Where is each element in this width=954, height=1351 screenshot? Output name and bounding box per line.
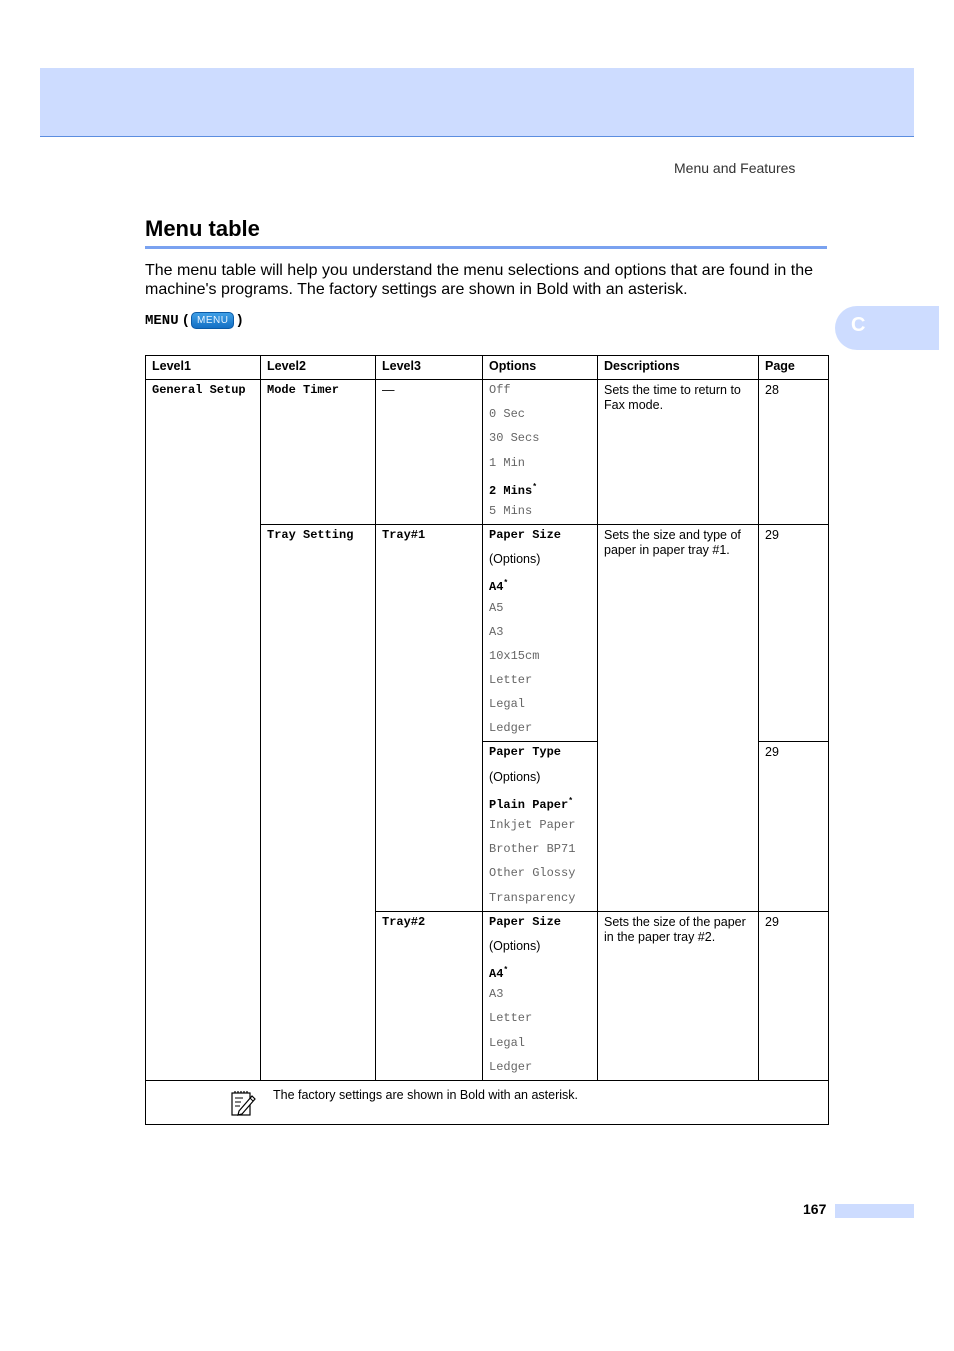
option-group-title: Paper Size [489, 914, 562, 929]
option-group-subtitle: (Options) [489, 938, 541, 953]
menu-key-reference [145, 312, 244, 329]
option-item: 10x15cm [489, 648, 540, 663]
level2-cell-mode-timer: Mode Timer [261, 380, 376, 525]
option-item-default [489, 963, 591, 987]
option-item: Letter [489, 673, 533, 688]
intro-paragraph: The menu table will help you understand the menu selections and options that are found in the machine's programs. The factory settings are shown in Bold with an asterisk. [145, 262, 813, 298]
options-cell-tray2-size [483, 911, 598, 1080]
description-cell-mode-timer: Sets the time to return to Fax mode. [598, 380, 759, 525]
option-item: Other Glossy [489, 866, 576, 881]
option-label: A4 [489, 580, 504, 595]
col-header-level3: Level3 [376, 356, 483, 380]
option-item-default [489, 794, 591, 818]
option-label: 2 Mins [489, 483, 533, 498]
option-item: Ledger [489, 721, 533, 736]
open-paren: ( [181, 312, 191, 329]
header-band [40, 68, 914, 137]
level3-cell-mode-timer: — [376, 380, 483, 525]
option-item-default [489, 576, 591, 600]
option-item: 1 Min [489, 455, 526, 470]
options-cell-tray1-size [483, 524, 598, 742]
level3-cell-tray1: Tray#1 [376, 524, 483, 911]
table-header-row [146, 356, 829, 380]
table-row [146, 380, 829, 525]
footnote-text: The factory settings are shown in Bold with an asterisk. [273, 1087, 579, 1102]
col-header-descriptions: Descriptions [598, 356, 759, 380]
option-item: 30 Secs [489, 431, 540, 446]
menu-key-icon: MENU [191, 312, 234, 329]
section-title: Menu table [145, 216, 260, 241]
option-label: A4 [489, 966, 504, 981]
chapter-tab [835, 306, 939, 350]
options-cell-mode-timer [483, 380, 598, 525]
option-item: Ledger [489, 1059, 533, 1074]
option-item: A3 [489, 987, 504, 1002]
option-item: 0 Sec [489, 407, 526, 422]
footnote-row [146, 1080, 829, 1124]
option-item: Letter [489, 1011, 533, 1026]
col-header-level1: Level1 [146, 356, 261, 380]
col-header-level2: Level2 [261, 356, 376, 380]
running-header: Menu and Features [674, 160, 796, 176]
option-item: Off [489, 383, 511, 397]
option-group-title: Paper Size [489, 527, 562, 542]
col-header-page: Page [759, 356, 829, 380]
default-asterisk: * [503, 965, 509, 975]
level3-cell-tray2: Tray#2 [376, 911, 483, 1080]
option-item: Brother BP71 [489, 842, 576, 857]
option-item: Legal [489, 697, 526, 712]
default-asterisk: * [532, 482, 538, 492]
title-underline [145, 246, 827, 249]
level2-cell-tray-setting: Tray Setting [261, 524, 376, 1080]
page-number: 167 [803, 1201, 827, 1217]
option-label: Plain Paper [489, 797, 569, 812]
col-header-options: Options [483, 356, 598, 380]
level1-cell: General Setup [146, 380, 261, 1081]
default-asterisk: * [568, 796, 574, 806]
page-cell-tray1-size: 29 [759, 524, 829, 742]
option-item-default [489, 480, 591, 504]
option-group-title: Paper Type [489, 745, 562, 760]
menu-table [145, 355, 829, 1125]
option-item: Transparency [489, 890, 576, 905]
page-cell-tray2-size: 29 [759, 911, 829, 1080]
footer-band [835, 1204, 914, 1218]
page-cell-tray1-type: 29 [759, 742, 829, 911]
options-cell-tray1-type [483, 742, 598, 911]
option-item: 5 Mins [489, 503, 533, 518]
note-pencil-icon [230, 1089, 256, 1117]
option-item: Legal [489, 1035, 526, 1050]
description-cell-tray2: Sets the size of the paper in the paper tray #2. [598, 911, 759, 1080]
option-item: Inkjet Paper [489, 818, 576, 832]
footnote-cell [146, 1080, 829, 1124]
description-cell-tray1: Sets the size and type of paper in paper tray #1. [598, 524, 759, 911]
option-item: A5 [489, 600, 504, 615]
menu-label: MENU [145, 312, 179, 329]
page-cell-mode-timer: 28 [759, 380, 829, 525]
default-asterisk: * [503, 579, 509, 589]
option-item: A3 [489, 624, 504, 639]
chapter-tab-letter: C [851, 314, 866, 336]
close-paren: ) [235, 312, 244, 329]
option-group-subtitle: (Options) [489, 769, 541, 784]
option-group-subtitle: (Options) [489, 552, 541, 567]
